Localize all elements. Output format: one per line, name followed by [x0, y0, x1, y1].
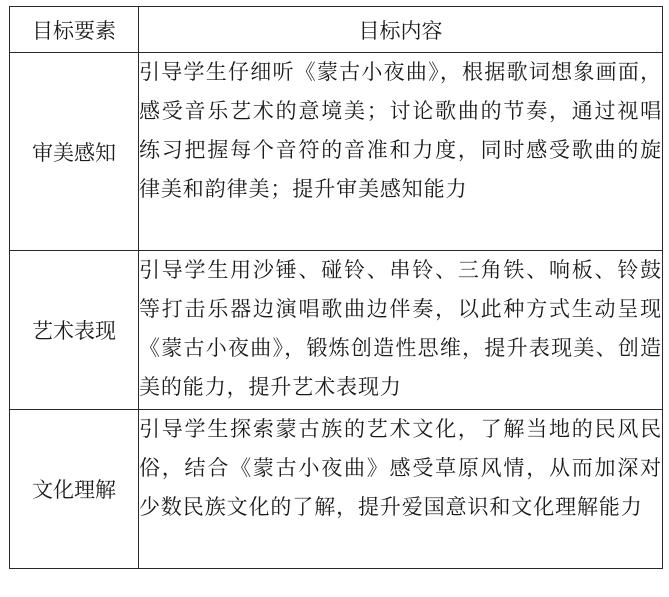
goal-element-cell: 审美感知 [10, 53, 139, 251]
table-row [10, 251, 663, 410]
goal-content-cell: 引导学生探索蒙古族的艺术文化，了解当地的民风民俗，结合《蒙古小夜曲》感受草原风情，从而加深对少数民族文化的了解，提升爱国意识和文化理解能力 [139, 410, 663, 569]
header-goal-element: 目标要素 [10, 7, 139, 53]
goal-content-cell: 引导学生仔细听《蒙古小夜曲》，根据歌词想象画面，感受音乐艺术的意境美；讨论歌曲的节奏，通过视唱练习把握每个音符的音准和力度，同时感受歌曲的旋律美和韵律美；提升审美感知能力 [139, 53, 663, 251]
table-header-row [10, 7, 663, 53]
table-row [10, 53, 663, 251]
goal-element-cell: 艺术表现 [10, 251, 139, 410]
goal-element-cell: 文化理解 [10, 410, 139, 569]
header-goal-content: 目标内容 [139, 7, 663, 53]
table-row [10, 410, 663, 569]
goal-content-cell: 引导学生用沙锤、碰铃、串铃、三角铁、响板、铃鼓等打击乐器边演唱歌曲边伴奏，以此种方式生动呈现《蒙古小夜曲》，锻炼创造性思维，提升表现美、创造美的能力，提升艺术表现力 [139, 251, 663, 410]
teaching-goals-table [9, 6, 663, 569]
